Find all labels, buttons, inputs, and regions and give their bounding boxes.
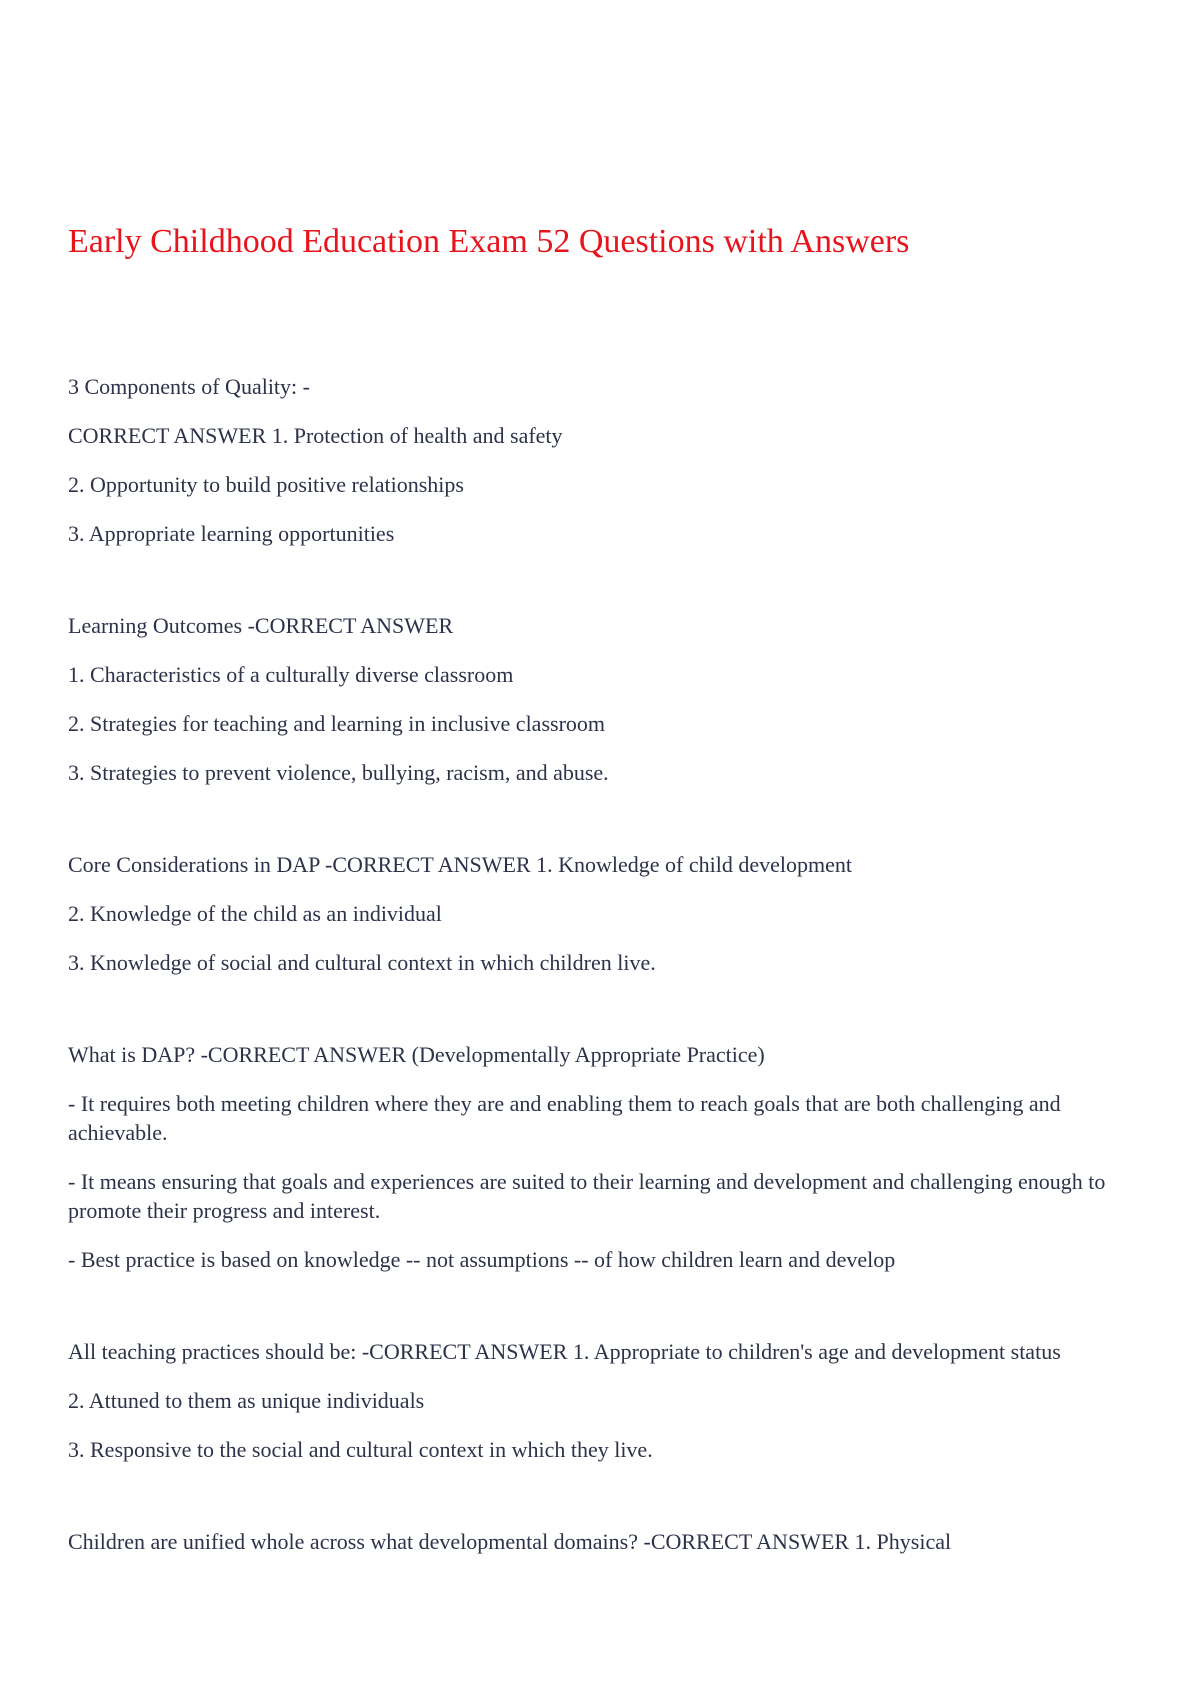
answer-line: 2. Strategies for teaching and learning in inclusive classroom [68,711,606,736]
qa-block-quality-components [68,372,1133,548]
document-body [68,372,1133,1619]
question-text: What is DAP? -CORRECT ANSWER (Developmentally Appropriate Practice) [68,1042,765,1067]
answer-line: - It requires both meeting children where they are and enabling them to reach goals that are both challenging and achievable. [68,1091,1061,1145]
answer-line: 1. Characteristics of a culturally diverse classroom [68,662,514,687]
answer-line: 3. Knowledge of social and cultural context in which children live. [68,950,656,975]
answer-line: - Best practice is based on knowledge -- not assumptions -- of how children learn and develop [68,1247,896,1272]
answer-line: 3. Responsive to the social and cultural context in which they live. [68,1437,653,1462]
question-text: Children are unified whole across what developmental domains? -CORRECT ANSWER 1. Physical [68,1529,952,1554]
document-title: Early Childhood Education Exam 52 Questions with Answers [68,223,910,260]
qa-block-core-considerations [68,850,1133,977]
qa-block-what-is-dap [68,1040,1133,1274]
answer-line: 3. Appropriate learning opportunities [68,521,395,546]
qa-block-learning-outcomes [68,611,1133,787]
answer-line: 2. Knowledge of the child as an individual [68,901,442,926]
qa-block-teaching-practices [68,1337,1133,1464]
answer-line: 2. Opportunity to build positive relationships [68,472,464,497]
answer-line: CORRECT ANSWER 1. Protection of health and safety [68,423,563,448]
question-text: 3 Components of Quality: - [68,374,310,399]
answer-line: 2. Attuned to them as unique individuals [68,1388,425,1413]
answer-line: - It means ensuring that goals and experiences are suited to their learning and development and challenging enough to promote their progress and interest. [68,1169,1106,1223]
answer-line: 3. Strategies to prevent violence, bullying, racism, and abuse. [68,760,609,785]
qa-block-developmental-domains [68,1527,1133,1556]
question-text: Learning Outcomes -CORRECT ANSWER [68,613,454,638]
question-text: Core Considerations in DAP -CORRECT ANSWER 1. Knowledge of child development [68,852,852,877]
question-text: All teaching practices should be: -CORRECT ANSWER 1. Appropriate to children's age and development status [68,1339,1061,1364]
